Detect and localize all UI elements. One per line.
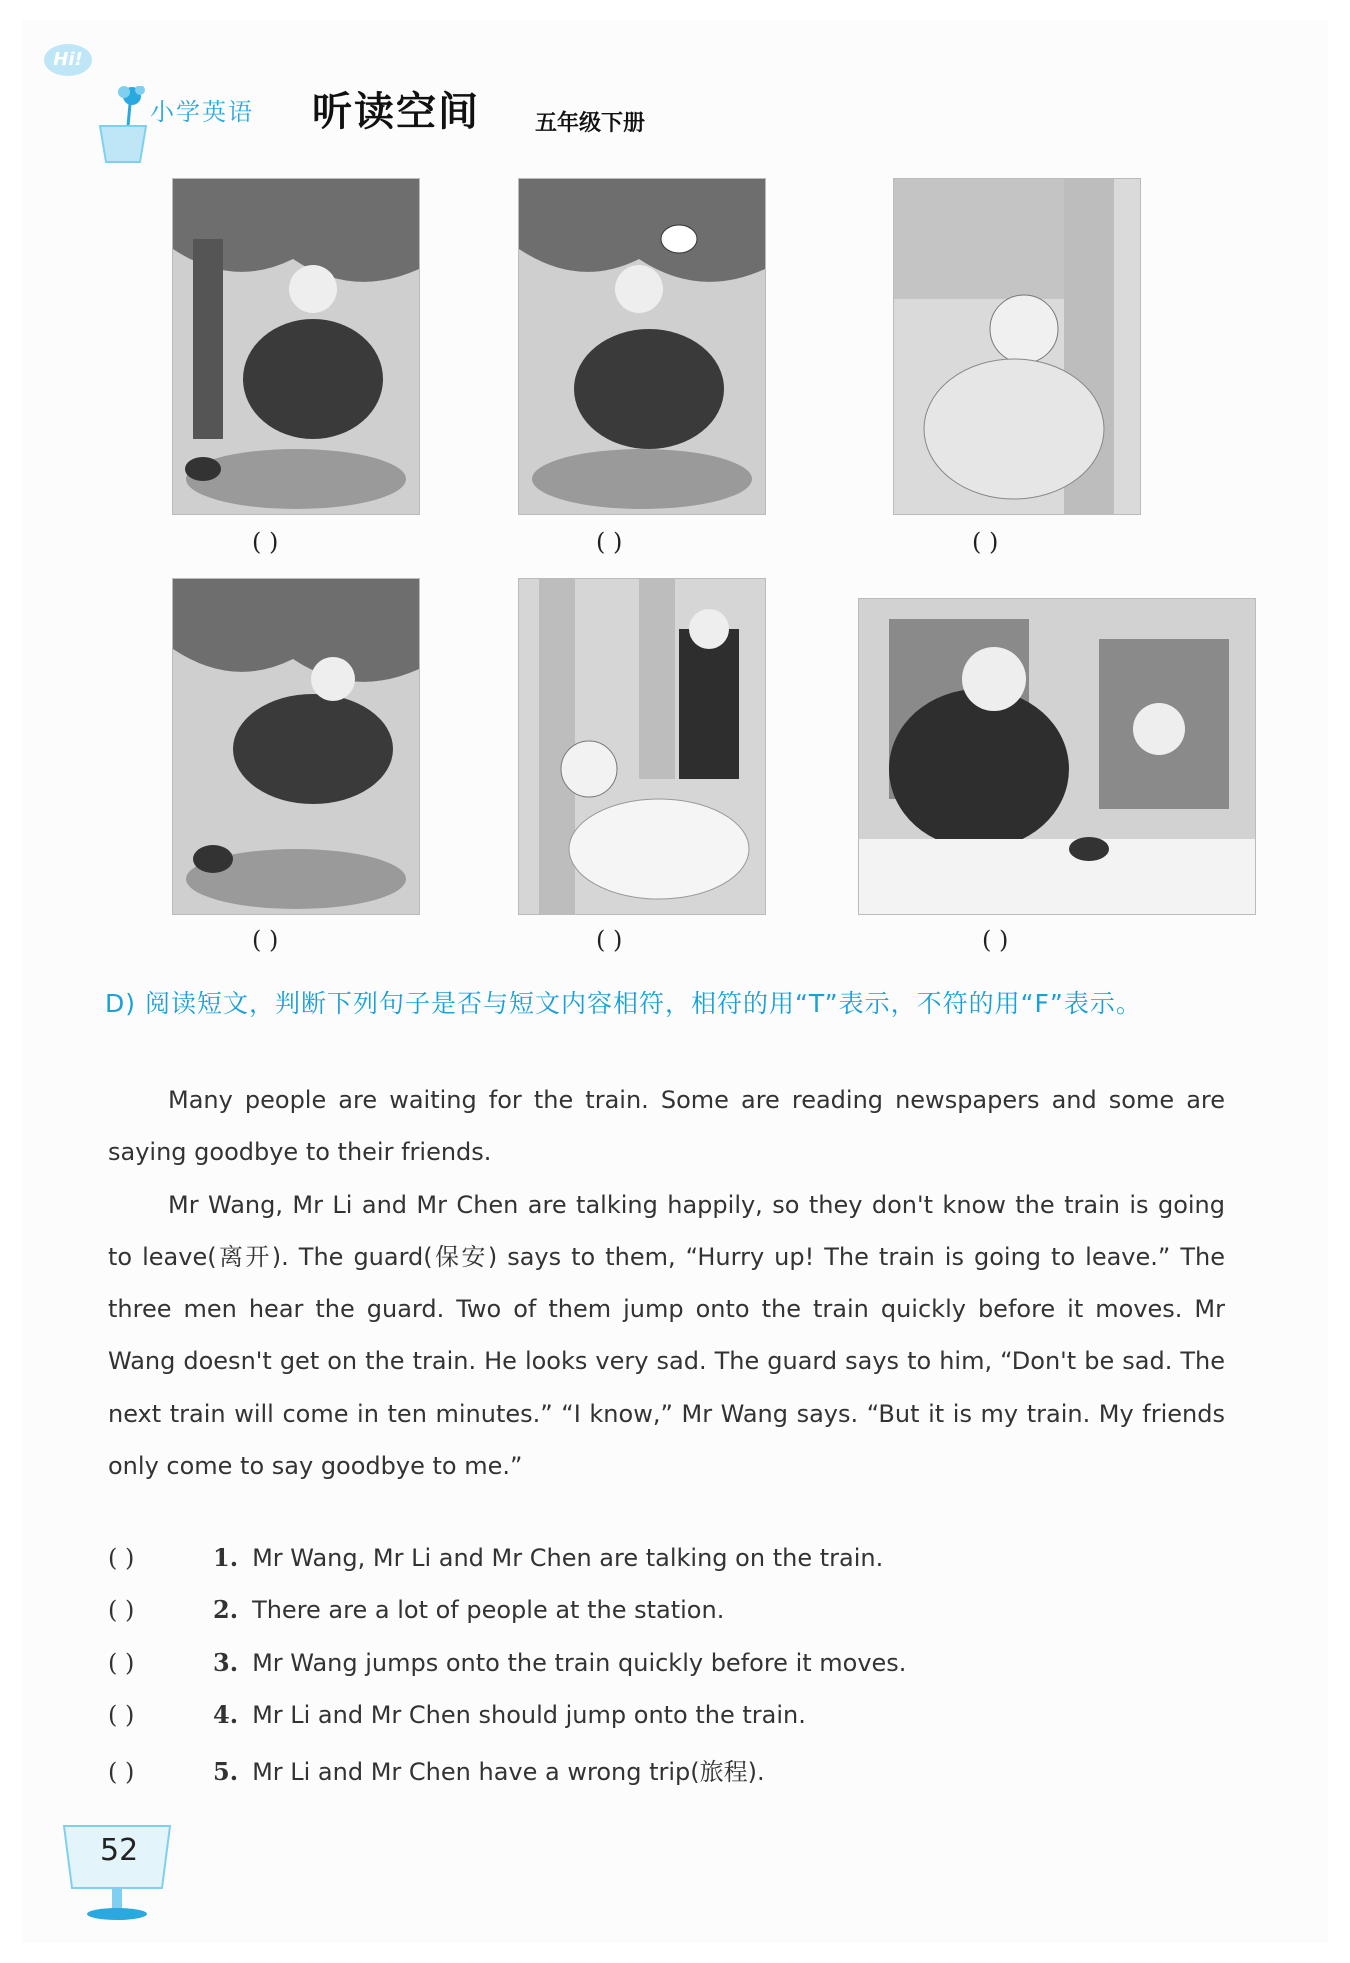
answer-blank-5[interactable]: ( ) [596, 926, 623, 954]
picture-2 [518, 178, 766, 515]
question-number: 4. [213, 1699, 239, 1729]
question-text: There are a lot of people at the station. [252, 1596, 725, 1625]
picture-6 [858, 598, 1256, 915]
answer-blank-2[interactable]: ( ) [596, 528, 623, 556]
question-item [108, 1543, 1248, 1595]
question-text: Mr Li and Mr Chen have a wrong trip(旅程). [252, 1758, 765, 1787]
answer-blank[interactable]: ( ) [108, 1544, 135, 1572]
reading-passage [108, 1074, 1225, 1492]
answer-blank-6[interactable]: ( ) [982, 926, 1009, 954]
brand-subtitle: 小学英语 [150, 98, 254, 126]
passage-paragraph-2: Mr Wang, Mr Li and Mr Chen are talking happily, so they don't know the train is going to leave(离开). The guard(保安) says to them, “Hurry up! The train is going to leave.” The three men hear the guard. Two of them jump onto the train quickly before it moves. Mr Wang doesn't get on the train. He looks very sad. The guard says to him, “Don't be sad. The next train will come in ten minutes.” “I know,” Mr Wang says. “But it is my train. My friends only come to say goodbye to me.” [108, 1190, 1225, 1481]
question-text: Mr Wang jumps onto the train quickly before it moves. [252, 1648, 907, 1677]
question-number: 2. [213, 1595, 239, 1625]
picture-4 [172, 578, 420, 915]
brand-title: 听读空间 [312, 89, 480, 135]
answer-blank-1[interactable]: ( ) [252, 528, 279, 556]
question-number: 5. [213, 1757, 239, 1787]
question-text: Mr Li and Mr Chen should jump onto the train. [252, 1700, 806, 1729]
question-item [108, 1595, 1248, 1647]
hi-badge: Hi! [44, 44, 92, 76]
question-number: 3. [213, 1647, 239, 1677]
question-number: 1. [213, 1543, 239, 1572]
picture-5 [518, 578, 766, 915]
picture-3 [893, 178, 1141, 515]
question-item [108, 1648, 1248, 1700]
answer-blank[interactable]: ( ) [108, 1758, 135, 1787]
grade-label: 五年级下册 [535, 110, 646, 136]
book-header [40, 40, 740, 160]
flower-pot-icon [90, 86, 150, 166]
question-item [108, 1700, 1248, 1752]
page-number: 52 [100, 1833, 139, 1868]
answer-blank-4[interactable]: ( ) [252, 926, 279, 954]
answer-blank-3[interactable]: ( ) [972, 528, 999, 556]
question-item [108, 1752, 1248, 1804]
answer-blank[interactable]: ( ) [108, 1700, 135, 1729]
section-d-instructions: D) 阅读短文，判断下列句子是否与短文内容相符，相符的用“T”表示，不符的用“F”表示。 [105, 989, 1142, 1018]
answer-blank[interactable]: ( ) [108, 1648, 135, 1677]
answer-blank[interactable]: ( ) [108, 1596, 135, 1625]
picture-1 [172, 178, 420, 515]
true-false-questions [108, 1543, 1248, 1804]
passage-paragraph-1: Many people are waiting for the train. Some are reading newspapers and some are saying goodbye to their friends. [108, 1086, 1225, 1167]
question-text: Mr Wang, Mr Li and Mr Chen are talking on the train. [252, 1544, 884, 1572]
